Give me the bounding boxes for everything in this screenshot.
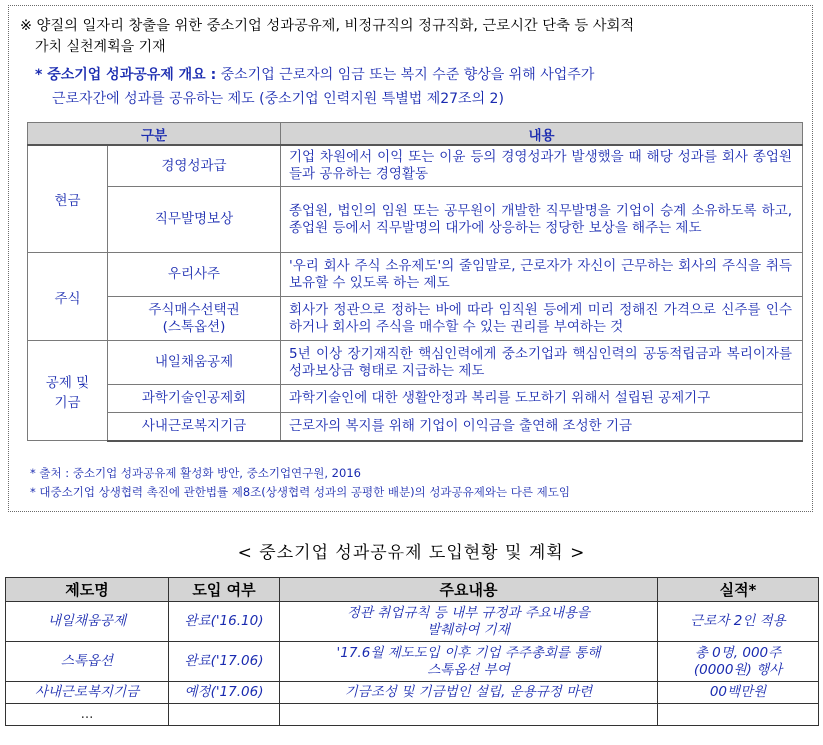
type-cell: 내일채움공제 bbox=[108, 341, 281, 385]
type-line: (스톡옵션) bbox=[162, 318, 226, 335]
plan-result-cell bbox=[658, 704, 819, 726]
desc-cell: 종업원, 법인의 임원 또는 공무원이 개발한 직무발명을 기업이 승계 소유하도록 하고, 종업원 등에서 직무발명의 대가에 상응하는 정당한 보상을 해주는 제도 bbox=[281, 187, 803, 253]
desc-cell: 기업 차원에서 이익 또는 이윤 등의 경영성과가 발생했을 때 해당 성과를 회사 종업원들과 공유하는 경영활동 bbox=[281, 145, 803, 187]
table-row bbox=[6, 642, 819, 682]
notice-line-2: 가치 실천계획을 기재 bbox=[35, 39, 166, 55]
desc-cell: 5년 이상 장기재직한 핵심인력에게 중소기업과 핵심인력의 공동적립금과 복리이자를 성과보상금 형태로 지급하는 제도 bbox=[281, 341, 803, 385]
desc-cell: 회사가 정관으로 정하는 바에 따라 임직원 등에게 미리 정해진 가격으로 신주를 인수하거나 회사의 주식을 매수할 수 있는 권리를 부여하는 것 bbox=[281, 297, 803, 341]
type-cell: 과학기술인공제회 bbox=[108, 385, 281, 413]
plan-result-cell: 00백만원 bbox=[658, 682, 819, 704]
table-row bbox=[28, 385, 803, 413]
table-row bbox=[28, 413, 803, 441]
group-line: 공제 및 bbox=[45, 374, 90, 391]
desc-cell: '우리 회사 주식 소유제도'의 줄임말로, 근로자가 자신이 근무하는 회사의 주식을 취득 보유할 수 있도록 하는 제도 bbox=[281, 253, 803, 297]
content-line: 발췌하여 기재 bbox=[427, 621, 510, 638]
plan-header-content: 주요내용 bbox=[280, 578, 658, 602]
content-line: 정관 취업규칙 등 내부 규정과 주요내용을 bbox=[346, 604, 591, 621]
type-cell: 직무발명보상 bbox=[108, 187, 281, 253]
plan-content-cell: 기금조성 및 기금법인 설립, 운용규정 마련 bbox=[280, 682, 658, 704]
result-line: 총 0명, 000주 bbox=[694, 644, 782, 661]
table-row bbox=[28, 297, 803, 341]
plan-name-cell: 스톡옵션 bbox=[6, 642, 169, 682]
table-row bbox=[28, 341, 803, 385]
info-header-content: 내용 bbox=[281, 123, 803, 146]
desc-cell: 과학기술인에 대한 생활안정과 복리를 도모하기 위해서 설립된 공제기구 bbox=[281, 385, 803, 413]
overview-label: * 중소기업 성과공유제 개요 : bbox=[35, 67, 217, 83]
plan-header-name: 제도명 bbox=[6, 578, 169, 602]
plan-title: < 중소기업 성과공유제 도입현황 및 계획 > bbox=[237, 543, 586, 563]
notice-line-1: ※ 양질의 일자리 창출을 위한 중소기업 성과공유제, 비정규직의 정규직화, 근로시간 단축 등 사회적 bbox=[20, 18, 635, 34]
type-line: 주식매수선택권 bbox=[148, 301, 240, 318]
overview-text-1: 중소기업 근로자의 임금 또는 복지 수준 향상을 위해 사업주가 bbox=[216, 67, 595, 83]
plan-result-cell bbox=[658, 642, 819, 682]
plan-content-cell bbox=[280, 704, 658, 726]
plan-name-cell: ... bbox=[6, 704, 169, 726]
type-cell bbox=[108, 297, 281, 341]
plan-header-status: 도입 여부 bbox=[169, 578, 280, 602]
plan-table bbox=[5, 577, 819, 726]
plan-name-cell: 내일채움공제 bbox=[6, 602, 169, 642]
plan-name-cell: 사내근로복지기금 bbox=[6, 682, 169, 704]
table-row bbox=[28, 145, 803, 187]
plan-status-cell: 예정('17.06) bbox=[169, 682, 280, 704]
plan-content-cell bbox=[280, 602, 658, 642]
footnote-source: * 출처 : 중소기업 성과공유제 활성화 방안, 중소기업연구원, 2016 bbox=[30, 466, 361, 480]
table-row bbox=[28, 253, 803, 297]
plan-status-cell: 완료('17.06) bbox=[169, 642, 280, 682]
plan-result-cell: 근로자 2인 적용 bbox=[658, 602, 819, 642]
plan-status-cell: 완료('16.10) bbox=[169, 602, 280, 642]
info-header-category: 구분 bbox=[28, 123, 281, 146]
table-row bbox=[6, 602, 819, 642]
overview-line-1 bbox=[35, 66, 594, 84]
desc-cell: 근로자의 복지를 위해 기업이 이익금을 출연해 조성한 기금 bbox=[281, 413, 803, 441]
plan-content-cell bbox=[280, 642, 658, 682]
group-line: 기금 bbox=[54, 394, 81, 411]
type-cell: 우리사주 bbox=[108, 253, 281, 297]
plan-table-header bbox=[6, 578, 819, 602]
table-row bbox=[6, 682, 819, 704]
result-line: (0000원) 행사 bbox=[693, 661, 783, 678]
footnote-note: * 대중소기업 상생협력 촉진에 관한법률 제8조(상생협력 성과의 공평한 배분)의 성과공유제와는 다른 제도임 bbox=[30, 485, 570, 499]
info-table bbox=[27, 122, 803, 442]
group-cell bbox=[28, 341, 108, 441]
content-line: 스톡옵션 부여 bbox=[427, 661, 510, 678]
type-cell: 경영성과급 bbox=[108, 145, 281, 187]
table-row bbox=[28, 187, 803, 253]
plan-status-cell bbox=[169, 704, 280, 726]
content-line: '17.6월 제도도입 이후 기업 주주총회를 통해 bbox=[336, 644, 601, 661]
group-cell: 주식 bbox=[28, 253, 108, 341]
type-cell: 사내근로복지기금 bbox=[108, 413, 281, 441]
overview-line-2: 근로자간에 성과를 공유하는 제도 (중소기업 인력지원 특별법 제27조의 2) bbox=[52, 91, 504, 107]
plan-header-result: 실적* bbox=[658, 578, 819, 602]
group-cell: 현금 bbox=[28, 145, 108, 253]
info-table-header bbox=[28, 123, 803, 146]
table-row bbox=[6, 704, 819, 726]
